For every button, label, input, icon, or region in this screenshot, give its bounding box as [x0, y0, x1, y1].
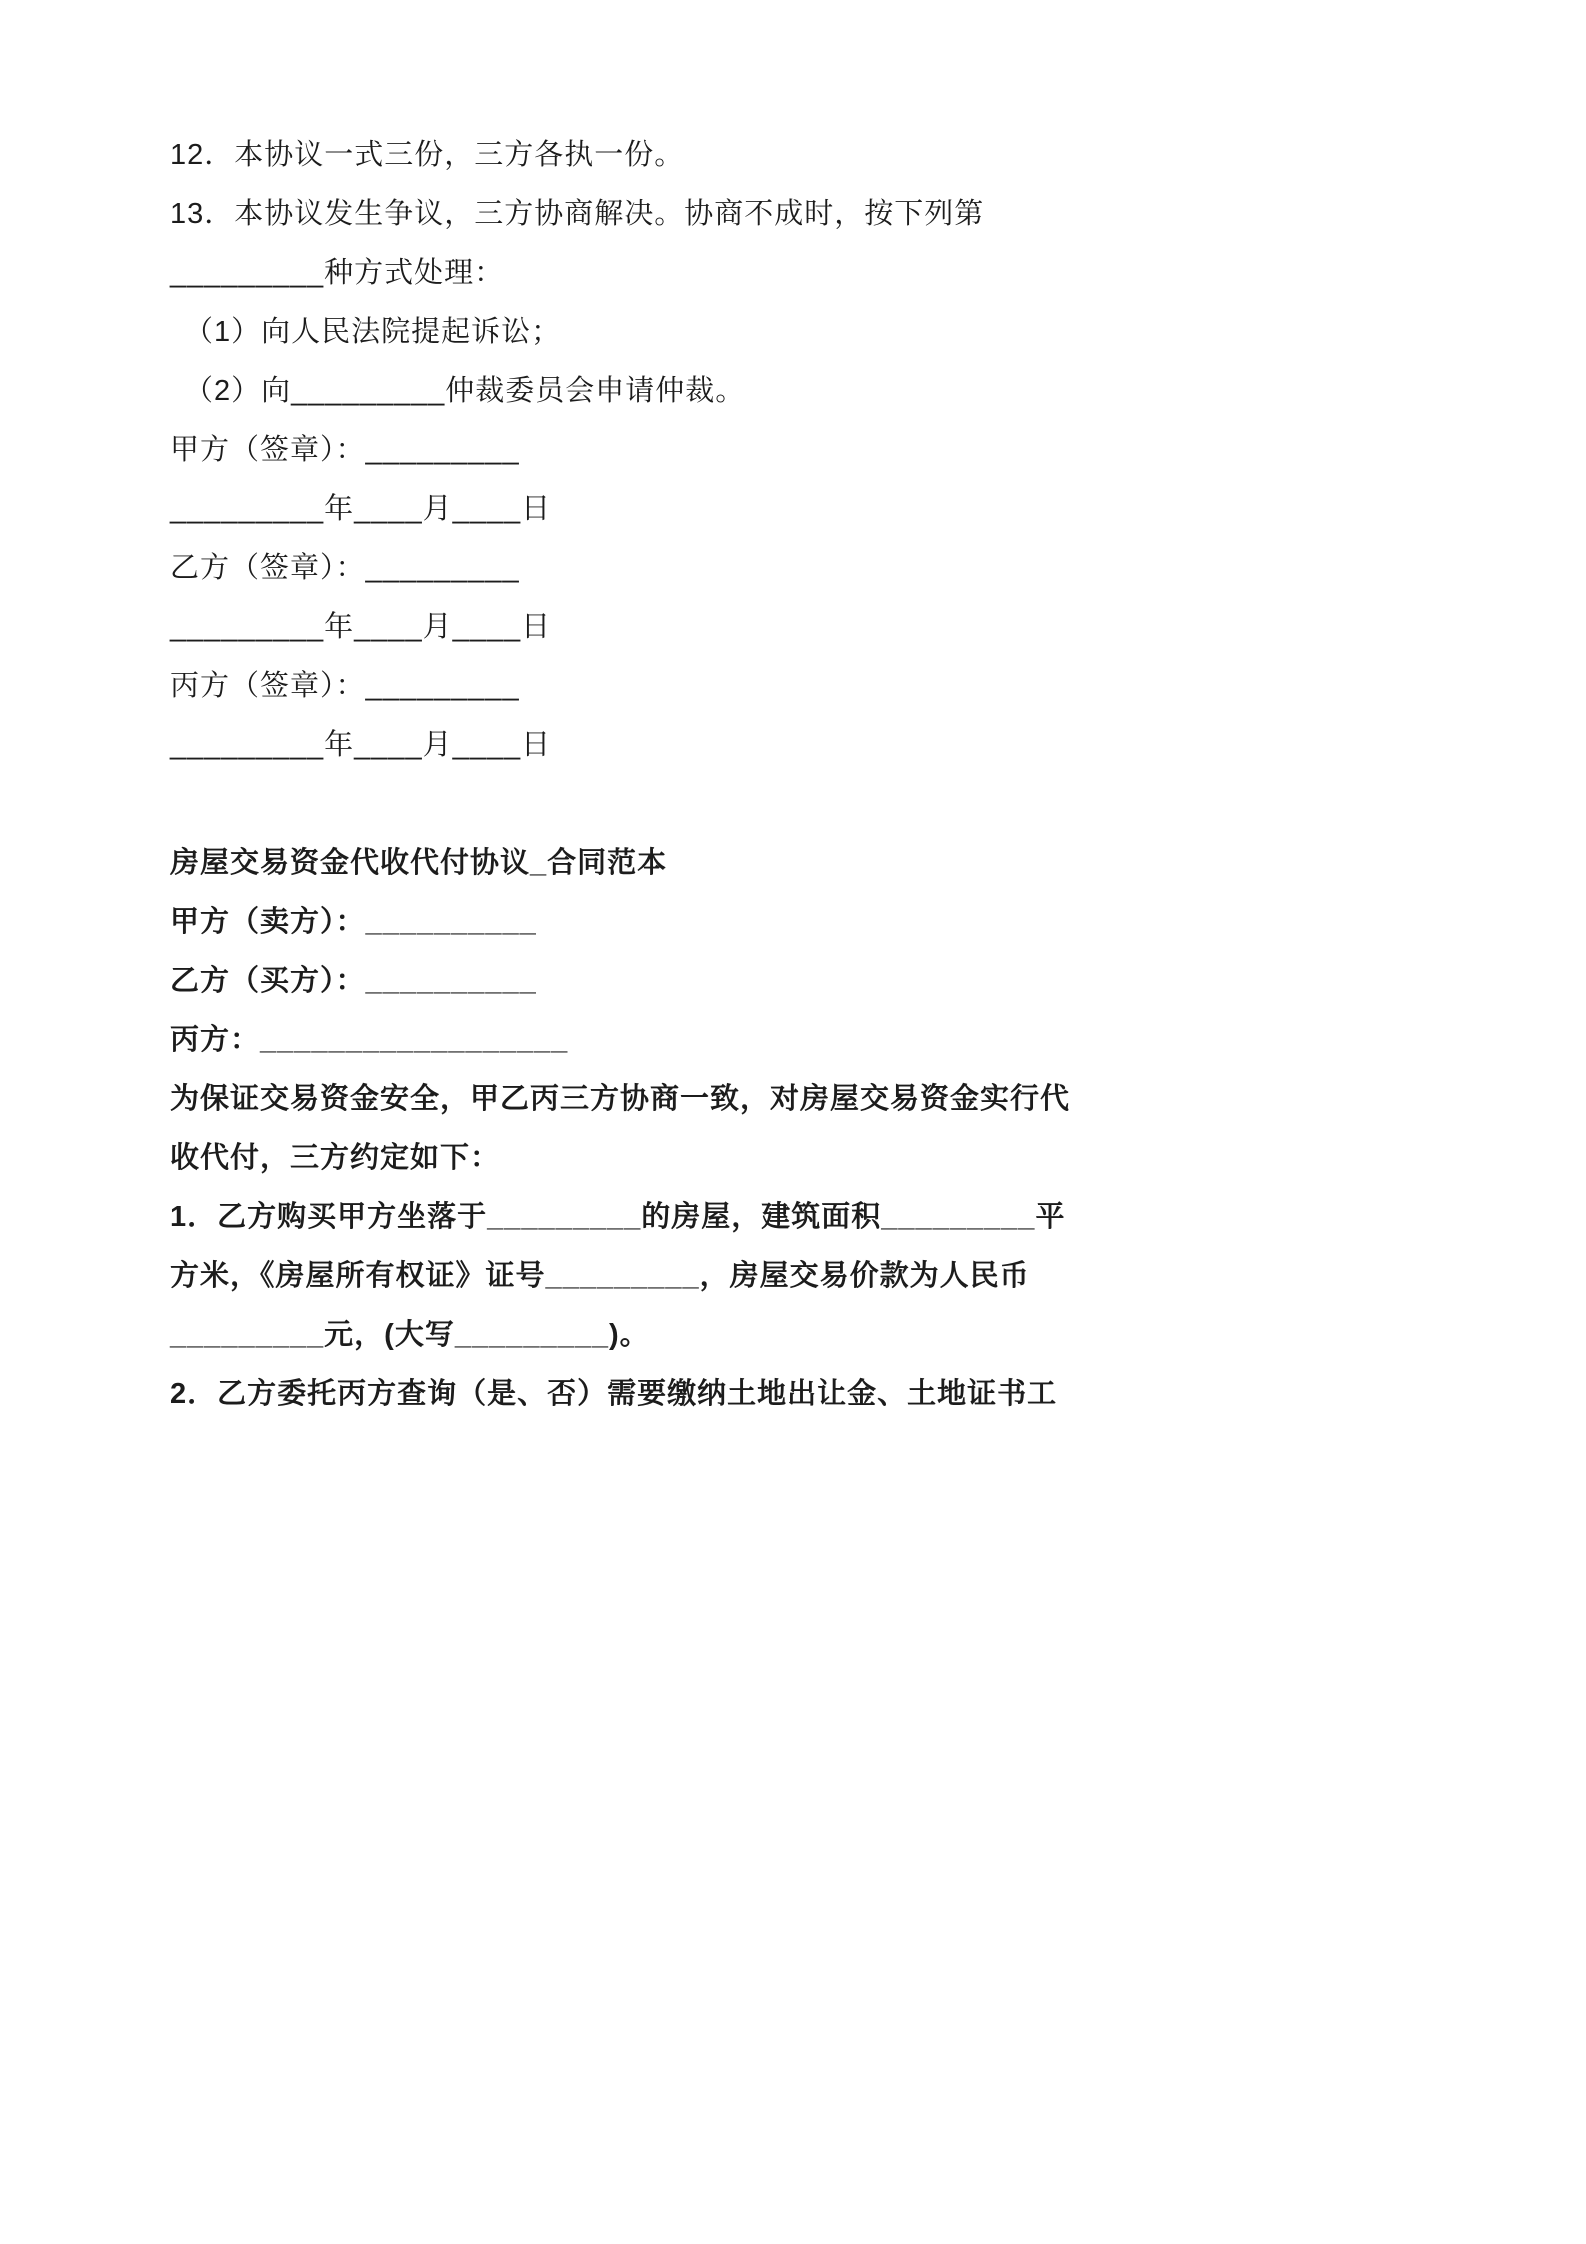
document-body [170, 126, 1426, 1424]
document-line: 为保证交易资金安全，甲乙丙三方协商一致，对房屋交易资金实行代 [170, 1083, 1071, 1115]
document-line: _________年____月____日 [170, 729, 552, 761]
document-line: 丙方：__________________ [170, 1024, 569, 1056]
document-line: 丙方（签章）：_________ [170, 670, 520, 702]
document-line: _________年____月____日 [170, 493, 552, 525]
document-line: 甲方（签章）：_________ [170, 434, 520, 466]
document-line: （1）向人民法院提起诉讼； [184, 316, 562, 348]
document-line: _________种方式处理： [170, 257, 505, 289]
document-line: _________元，(大写_________)。 [170, 1319, 650, 1351]
document-line: 甲方（卖方）：__________ [170, 906, 537, 938]
document-line: 2．乙方委托丙方查询（是、否）需要缴纳土地出让金、土地证书工 [170, 1378, 1058, 1410]
document-line: 收代付，三方约定如下： [170, 1142, 501, 1174]
document-line: 13．本协议发生争议，三方协商解决。协商不成时，按下列第 [170, 198, 985, 230]
document-line: 1．乙方购买甲方坐落于_________的房屋，建筑面积_________平 [170, 1201, 1066, 1233]
spacer [170, 775, 1426, 834]
document-line: 方米，《房屋所有权证》证号_________，房屋交易价款为人民币 [170, 1260, 1030, 1292]
document-line: （2）向_________仲裁委员会申请仲裁。 [184, 375, 746, 407]
document-line: _________年____月____日 [170, 611, 552, 643]
document-title: 房屋交易资金代收代付协议_合同范本 [170, 847, 668, 879]
document-line: 12．本协议一式三份，三方各执一份。 [170, 139, 685, 171]
document-line: 乙方（买方）：__________ [170, 965, 537, 997]
document-line: 乙方（签章）：_________ [170, 552, 520, 584]
